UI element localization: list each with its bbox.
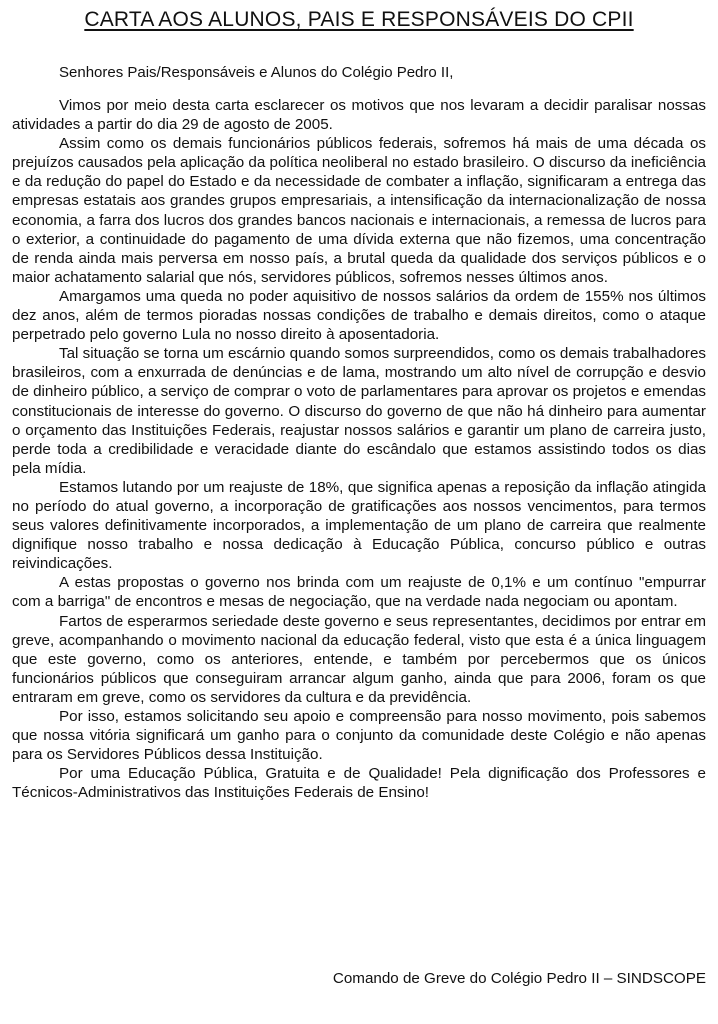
paragraph-poder-aquisitivo: Amargamos uma queda no poder aquisitivo de nossos salários da ordem de 155% nos últimos dez anos, além de termos pioradas nossas condições de trabalho e demais direitos, como o ataque perpetrado pelo governo Lula no nosso direito à aposentadoria. [12,287,706,344]
paragraph-educacao-publica: Por uma Educação Pública, Gratuita e de Qualidade! Pela dignificação dos Professores e Técnicos-Administrativos das Instituições Federais de Ensino! [12,765,706,802]
letter-title: CARTA AOS ALUNOS, PAIS E RESPONSÁVEIS DO CPII [84,8,634,31]
paragraph-motivos: Vimos por meio desta carta esclarecer os motivos que nos levaram a decidir paralisar nossas atividades a partir do dia 29 de agosto de 2005. [12,97,706,134]
letter-salutation: Senhores Pais/Responsáveis e Alunos do Colégio Pedro II, [59,64,454,81]
paragraph-reivindicacoes: Estamos lutando por um reajuste de 18%, que significa apenas a reposição da inflação atingida no período do atual governo, a incorporação de gratificações aos nossos vencimentos, para termos seus valores definitivamente incorporados, a implementação de um plano de carreira que realmente dignifique nosso trabalho e nossa dedicação à Educação Pública, concurso público e outras reivindicações. [12,478,706,573]
letter-body [12,96,706,802]
paragraph-proposta-governo: A estas propostas o governo nos brinda com um reajuste de 0,1% e um contínuo "empurrar com a barriga" de encontros e mesas de negociação, que na verdade nada negociam ou apontam. [12,574,706,611]
paragraph-corrupcao: Tal situação se torna um escárnio quando somos surpreendidos, como os demais trabalhadores brasileiros, com a enxurrada de denúncias e de lama, mostrando um alto nível de corrupção e desvio de dinheiro público, a serviço de comprar o voto de parlamentares para aprovar os projetos e emendas constitucionais de interesse do governo. O discurso do governo de que não há dinheiro para aumentar o orçamento das Instituições Federais, reajustar nossos salários e garantir um plano de carreira justo, perde toda a credibilidade e veracidade diante do escândalo que estamos assistindo todos os dias pela mídia. [12,345,706,477]
paragraph-greve: Fartos de esperarmos seriedade deste governo e seus representantes, decidimos por entrar em greve, acompanhando o movimento nacional da educação federal, visto que esta é a única linguagem que este governo, como os anteriores, entende, e também por percebermos que os únicos funcionários públicos que conseguiram arrancar algum ganho, ainda que para 2006, foram os que entraram em greve, como os servidores da cultura e da previdência. [12,612,706,706]
paragraph-apoio: Por isso, estamos solicitando seu apoio e compreensão para nosso movimento, pois sabemos que nossa vitória significará um ganho para o conjunto da comunidade deste Colégio e não apenas para os Servidores Públicos dessa Instituição. [12,708,706,764]
paragraph-politica-neoliberal: Assim como os demais funcionários públicos federais, sofremos há mais de uma década os prejuízos causados pela aplicação da política neoliberal no estado brasileiro. O discurso da ineficiência e da redução do papel do Estado e da necessidade de combater a inflação, significaram a entrega das empresas estatais aos grandes grupos empresariais, a intensificação da internacionalização de nossa economia, a farra dos lucros dos grandes bancos nacionais e internacionais, a remessa de lucros para o exterior, a continuidade do pagamento de uma dívida externa que não fizemos, uma concentração de renda ainda mais perversa em nosso país, a brutal queda da qualidade dos serviços públicos e o maior achatamento salarial que nós, servidores públicos, sofremos nesses últimos anos. [12,135,706,286]
letter-signature: Comando de Greve do Colégio Pedro II – SINDSCOPE [332,970,706,987]
